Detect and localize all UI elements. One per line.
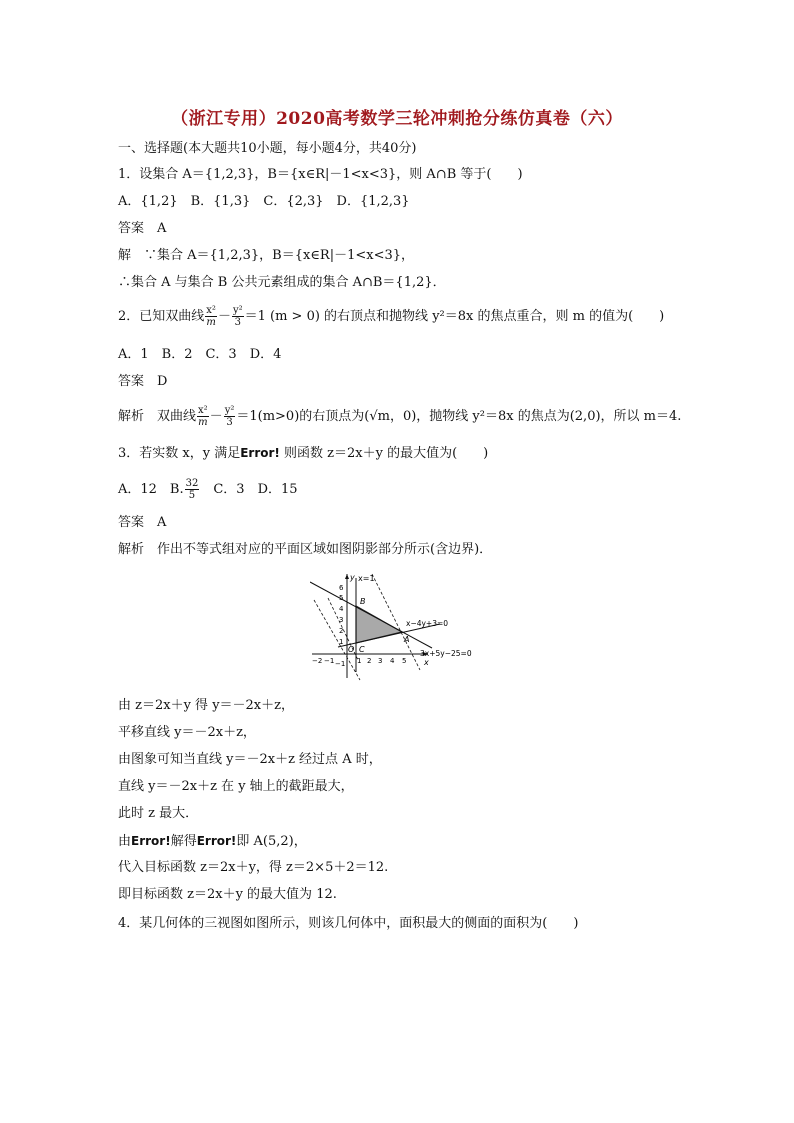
y-tick-2: 2: [339, 627, 344, 635]
q3-step-6-error-1: Error!: [131, 834, 171, 848]
x-tick-4: 4: [390, 657, 395, 665]
y-tick-6: 6: [339, 584, 344, 592]
x-tick-2: 2: [367, 657, 372, 665]
section-heading: 一、选择题(本大题共10小题，每小题4分，共40分): [118, 141, 417, 156]
x-tick-neg1: −1: [324, 657, 335, 665]
q2-solution-pre: 解析 双曲线: [118, 409, 197, 424]
q3-step-6-a: 由: [118, 834, 132, 849]
q2-solution-fraction-y: [224, 405, 236, 428]
q2-minus: －: [217, 309, 231, 324]
point-b-label: B: [360, 597, 366, 606]
q2-stem: [118, 304, 664, 330]
q3-step-1: 由 z＝2x＋y 得 y＝－2x＋z，: [118, 698, 294, 713]
objective-line-1: [314, 600, 360, 680]
q2-fraction-y: [232, 305, 244, 328]
q2-solution-fraction-x-den: m: [198, 417, 208, 428]
q2-fraction-x: [205, 305, 217, 328]
q1-options: A．{1,2} B．{1,3} C．{2,3} D．{1,2,3}: [118, 194, 410, 209]
line-x1-label: x=1: [358, 574, 375, 583]
feasible-region-figure: [310, 570, 490, 686]
y-tick-5: 5: [339, 594, 344, 602]
q2-stem-pre: 2．已知双曲线: [118, 309, 205, 324]
q3-options: [118, 476, 298, 504]
x-tick-5: 5: [402, 657, 407, 665]
q3-option-b-num: 32: [185, 478, 199, 489]
q4-stem: 4．某几何体的三视图如图所示，则该几何体中，面积最大的侧面的面积为( ): [118, 916, 579, 931]
x-tick-1: 1: [357, 657, 362, 665]
q1-solution-line-1: 解 ∵集合 A＝{1,2,3}，B＝{x∈R|－1<x<3}，: [118, 248, 415, 263]
q3-stem-pre: 3．若实数 x，y 满足: [118, 446, 241, 461]
q3-stem-post: 则函数 z＝2x＋y 的最大值为( ): [279, 446, 489, 461]
q3-option-b-fraction: [185, 478, 200, 501]
q3-step-2: 平移直线 y＝－2x＋z，: [118, 725, 256, 740]
q1-solution-line-2: ∴集合 A 与集合 B 公共元素组成的集合 A∩B＝{1,2}．: [118, 275, 446, 290]
q2-solution-fraction-x-num: x²: [198, 405, 208, 416]
q2-fraction-y-num: y²: [232, 305, 243, 316]
q2-solution-fraction-y-num: y²: [224, 405, 235, 416]
q2-solution-minus: －: [209, 409, 223, 424]
x-tick-3: 3: [378, 657, 383, 665]
q3-step-6: [118, 832, 307, 851]
q3-step-3: 由图象可知当直线 y＝－2x＋z 经过点 A 时，: [118, 752, 382, 767]
q3-step-5: 此时 z 最大．: [118, 806, 199, 821]
q2-fraction-x-num: x²: [206, 305, 216, 316]
q2-fraction-x-den: m: [206, 317, 216, 328]
q3-step-6-b: 解得: [170, 834, 197, 849]
q3-stem: [118, 444, 488, 463]
page-title: （浙江专用）2020高考数学三轮冲刺抢分练仿真卷（六）: [171, 109, 623, 129]
q2-solution-fraction-x: [197, 405, 209, 428]
q3-step-7: 代入目标函数 z＝2x＋y，得 z＝2×5＋2＝12.: [118, 860, 389, 875]
y-tick-4: 4: [339, 605, 344, 613]
q2-answer: 答案 D: [118, 374, 168, 389]
x-tick-neg2: −2: [312, 657, 323, 665]
axis-x-label: x: [424, 658, 429, 667]
q3-answer: 答案 A: [118, 515, 167, 530]
q3-solution-intro: 解析 作出不等式组对应的平面区域如图阴影部分所示(含边界)．: [118, 542, 493, 557]
q3-step-8: 即目标函数 z＝2x＋y 的最大值为 12.: [118, 887, 337, 902]
origin-label: O: [348, 645, 355, 654]
line2-label: 3x+5y−25=0: [420, 649, 472, 658]
point-a-label: A: [404, 635, 410, 644]
q3-step-6-error-2: Error!: [196, 834, 237, 848]
q3-option-b-den: 5: [188, 490, 196, 501]
line1-label: x−4y+3=0: [406, 619, 449, 628]
y-tick-neg1: −1: [335, 660, 346, 668]
q3-option-a: A．12 B.: [118, 482, 184, 497]
q2-solution-fraction-y-den: 3: [226, 417, 233, 428]
q2-solution: [118, 404, 681, 430]
point-c-label: C: [359, 645, 365, 654]
y-tick-3: 3: [339, 616, 344, 624]
q2-stem-post: ＝1 (m > 0) 的右顶点和抛物线 y²＝8x 的焦点重合，则 m 的值为( ): [244, 309, 665, 324]
q1-answer: 答案 A: [118, 221, 167, 236]
axis-y-label: y: [350, 573, 355, 582]
q1-stem: 1．设集合 A＝{1,2,3}，B＝{x∈R|－1<x<3}，则 A∩B 等于( ): [118, 167, 523, 182]
q3-step-4: 直线 y＝－2x＋z 在 y 轴上的截距最大，: [118, 779, 354, 794]
q2-solution-post: ＝1(m>0)的右顶点为(√m，0)，抛物线 y²＝8x 的焦点为(2,0)，所以 m＝4.: [236, 409, 682, 424]
y-axis-arrow: [345, 574, 349, 579]
y-tick-1: 1: [339, 638, 344, 646]
q3-error-text: Error!: [240, 446, 280, 460]
q2-fraction-y-den: 3: [234, 317, 241, 328]
q3-step-6-c: 即 A(5,2)，: [236, 834, 307, 849]
feasible-region-graph: [310, 570, 490, 682]
q2-options: A．1 B．2 C．3 D．4: [118, 347, 282, 362]
q3-option-rest: C．3 D．15: [200, 482, 298, 497]
